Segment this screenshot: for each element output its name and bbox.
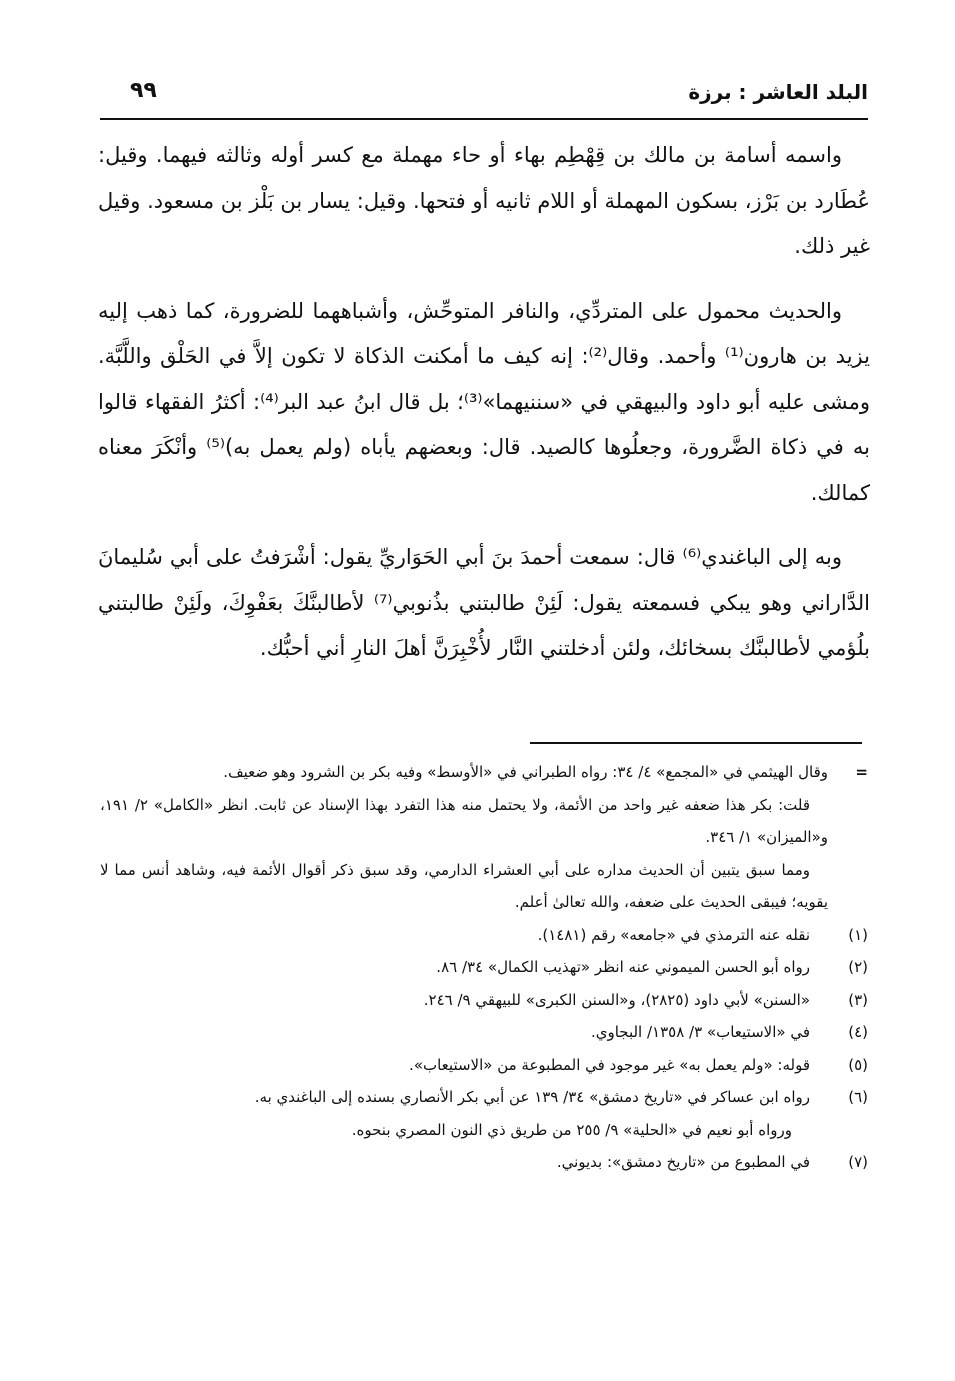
footnote-item: [100, 951, 868, 984]
footnote-text: في «الاستيعاب» ٣/ ١٣٥٨/ البجاوي.: [590, 1023, 810, 1041]
footnote-continuation: [100, 756, 868, 919]
footnote-text: رواه ابن عساكر في «تاريخ دمشق» ٣٤/ ١٣٩ عن أبي بكر الأنصاري بسنده إلى الباغندي به.: [254, 1088, 810, 1106]
footnotes: [100, 756, 868, 1179]
footnote-paragraph: ومما سبق يتبين أن الحديث مداره على أبي العشراء الدارمي، وقد سبق ذكر أقوال الأئمة فيه، وشاهد أنس مما لا يقويه؛ فيبقى الحديث على ضعفه، والله تعالىٰ أعلم.: [100, 860, 828, 911]
footnote-number: (٧): [848, 1153, 868, 1171]
footnote-number: (٥): [848, 1055, 868, 1074]
footnote-text: في المطبوع من «تاريخ دمشق»: بديوني.: [556, 1153, 810, 1171]
footnote-item: [100, 919, 868, 952]
footnote-item: [100, 1146, 868, 1179]
footnote-number: (١): [848, 925, 868, 944]
footnote-text: نقله عنه الترمذي في «جامعه» رقم (١٤٨١).: [537, 925, 810, 944]
footnote-paragraph: قلت: بكر هذا ضعفه غير واحد من الأئمة، ولا يحتمل منه هذا التفرد بهذا الإسناد عن ثابت. انظر «الكامل» ٢/ ١٩١، و«الميزان» ١/ ٣٤٦.: [100, 795, 828, 846]
footnote-number: (٦): [848, 1088, 868, 1106]
continuation-marker: =: [855, 763, 868, 781]
page-number: ٩٩: [130, 78, 157, 103]
footnote-paragraph: وقال الهيثمي في «المجمع» ٤/ ٣٤: رواه الطبراني في «الأوسط» وفيه بكر بن الشرود وهو ضعيف.: [223, 763, 828, 781]
main-text: [98, 133, 870, 672]
footnote-text: قوله: «ولم يعمل به» غير موجود في المطبوعة من «الاستيعاب».: [409, 1055, 810, 1074]
footnote-item: [100, 1081, 868, 1146]
body-paragraph: والحديث محمول على المتردِّي، والنافر المتوحِّش، وأشباههما للضرورة، كما ذهب إليه يزيد بن هارون⁽¹⁾ وأحمد. وقال⁽²⁾: إنه كيف ما أمكنت الذكاة لا تكون إلاَّ في الحَلْق واللَّبَّة. ومشى عليه أبو داود والبيهقي في «سننيهما»⁽³⁾؛ بل قال ابنُ عبد البر⁽⁴⁾: أكثرُ الفقهاء قالوا به في ذكاة الضَّرورة، وجعلُوها كالصيد. قال: وبعضهم يأباه (ولم يعمل به)⁽⁵⁾ وأنْكَرَ معناه كمالك.: [98, 298, 870, 505]
footnote-item: [100, 1016, 868, 1049]
page-header: [100, 74, 868, 114]
footnote-text: رواه أبو الحسن الميموني عنه انظر «تهذيب الكمال» ٣٤/ ٨٦.: [436, 958, 810, 976]
footnote-item: [100, 1049, 868, 1082]
footnote-number: (٤): [848, 1023, 868, 1041]
footnote-number: (٣): [848, 990, 868, 1009]
footnote-separator: [530, 742, 862, 744]
body-paragraph: واسمه أسامة بن مالك بن قِهْطِم بهاء أو حاء مهملة مع كسر أوله وثالثه فيهما. وقيل: عُطَارد بن بَرْز، بسكون المهملة أو اللام ثانيه أو فتحها. وقيل: يسار بن بَلْز بن مسعود. وقيل غير ذلك.: [98, 143, 870, 258]
footnote-number: (٢): [848, 958, 868, 976]
footnote-item: [100, 984, 868, 1017]
body-paragraph: وبه إلى الباغندي⁽⁶⁾ قال: سمعت أحمدَ بنَ أبي الحَوَاريِّ يقول: أشْرَفتُ على أبي سُليمانَ الدَّاراني وهو يبكي فسمعته يقول: لَئِنْ طالبتني بذُنوبي⁽⁷⁾ لأطالبنَّكَ بعَفْوِكَ، ولَئِنْ طالبتني بلُؤمي لأطالبنَّك بسخائك، ولئن أدخلتني النَّار لأُخْبِرَنَّ أهلَ النارِ أني أحبُّك.: [98, 545, 871, 660]
footnote-text: «السنن» لأبي داود (٢٨٢٥)، و«السنن الكبرى» للبيهقي ٩/ ٢٤٦.: [423, 990, 810, 1009]
header-rule: [100, 118, 868, 120]
footnote-text-continued: ورواه أبو نعيم في «الحلية» ٩/ ٢٥٥ من طريق ذي النون المصري بنحوه.: [351, 1120, 792, 1139]
running-title: البلد العاشر : برزة: [688, 80, 868, 104]
footnote-list: [100, 919, 868, 1179]
